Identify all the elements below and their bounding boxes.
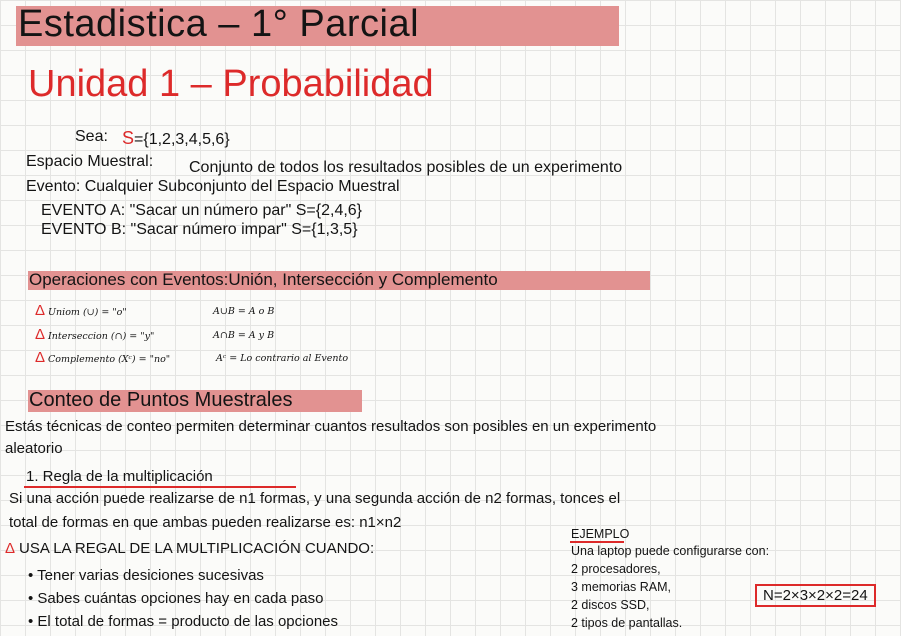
rule-title: 1. Regla de la multiplicación bbox=[26, 468, 213, 485]
operation-union bbox=[35, 302, 127, 320]
operation-formula: A∩B = A y B bbox=[213, 330, 275, 341]
evento-a: EVENTO A: "Sacar un número par" S={2,4,6} bbox=[41, 202, 363, 219]
operations-heading: Operaciones con Eventos:Unión, Intersección y Complemento bbox=[29, 270, 498, 289]
list-item: • Tener varias desiciones sucesivas bbox=[28, 567, 264, 584]
operation-complement bbox=[35, 349, 170, 367]
use-when-text: USA LA REGAL DE LA MULTIPLICACIÓN CUANDO: bbox=[19, 540, 375, 557]
counting-heading: Conteo de Puntos Muestrales bbox=[29, 389, 293, 411]
example-result-box: N=2×3×2×2=24 bbox=[755, 584, 876, 607]
operation-name: Interseccion (∩) = "y" bbox=[48, 331, 155, 342]
example-line: 3 memorias RAM, bbox=[571, 580, 672, 594]
delta-icon: Δ bbox=[35, 326, 46, 343]
evento-definition: Evento: Cualquier Subconjunto del Espacio Muestral bbox=[26, 178, 400, 195]
sea-label: Sea: bbox=[75, 128, 108, 145]
rule-line1: Si una acción puede realizarse de n1 formas, y una segunda acción de n2 formas, tonces el bbox=[9, 490, 621, 507]
sample-space-symbol: S bbox=[122, 128, 135, 148]
list-item: • El total de formas = producto de las opciones bbox=[28, 613, 339, 630]
operation-name: Complemento (Xᶜ) = "no" bbox=[48, 354, 171, 365]
delta-icon: Δ bbox=[35, 302, 46, 319]
list-item: • Sabes cuántas opciones hay en cada paso bbox=[28, 590, 324, 607]
rule-underline bbox=[24, 486, 296, 488]
operation-name: Uniom (∪) = "o" bbox=[48, 307, 127, 318]
example-title: EJEMPLO bbox=[571, 527, 630, 541]
delta-icon: Δ bbox=[5, 540, 16, 557]
espacio-muestral-definition: Conjunto de todos los resultados posibles de un experimento bbox=[189, 159, 623, 176]
counting-intro-line1: Estás técnicas de conteo permiten determinar cuantos resultados son posibles en un experimento bbox=[5, 418, 657, 435]
counting-intro-line2: aleatorio bbox=[5, 440, 63, 457]
use-when bbox=[5, 540, 374, 557]
espacio-muestral-label: Espacio Muestral: bbox=[26, 153, 154, 170]
operation-formula: A∪B = A o B bbox=[213, 306, 275, 317]
example-line: 2 procesadores, bbox=[571, 562, 661, 576]
evento-b: EVENTO B: "Sacar número impar" S={1,3,5} bbox=[41, 221, 358, 238]
delta-icon: Δ bbox=[35, 349, 46, 366]
example-line: 2 tipos de pantallas. bbox=[571, 616, 683, 630]
operation-formula: Aᶜ = Lo contrario al Evento bbox=[216, 353, 349, 364]
page-title: Estadistica – 1° Parcial bbox=[18, 3, 420, 45]
example-underline bbox=[570, 541, 624, 543]
operation-intersection bbox=[35, 326, 154, 344]
unit-title: Unidad 1 – Probabilidad bbox=[28, 63, 434, 105]
sample-space-values: ={1,2,3,4,5,6} bbox=[134, 131, 230, 148]
rule-line2: total de formas en que ambas pueden realizarse es: n1×n2 bbox=[9, 514, 402, 531]
example-line: Una laptop puede configurarse con: bbox=[571, 544, 770, 558]
example-line: 2 discos SSD, bbox=[571, 598, 650, 612]
sample-space-set bbox=[122, 128, 230, 149]
